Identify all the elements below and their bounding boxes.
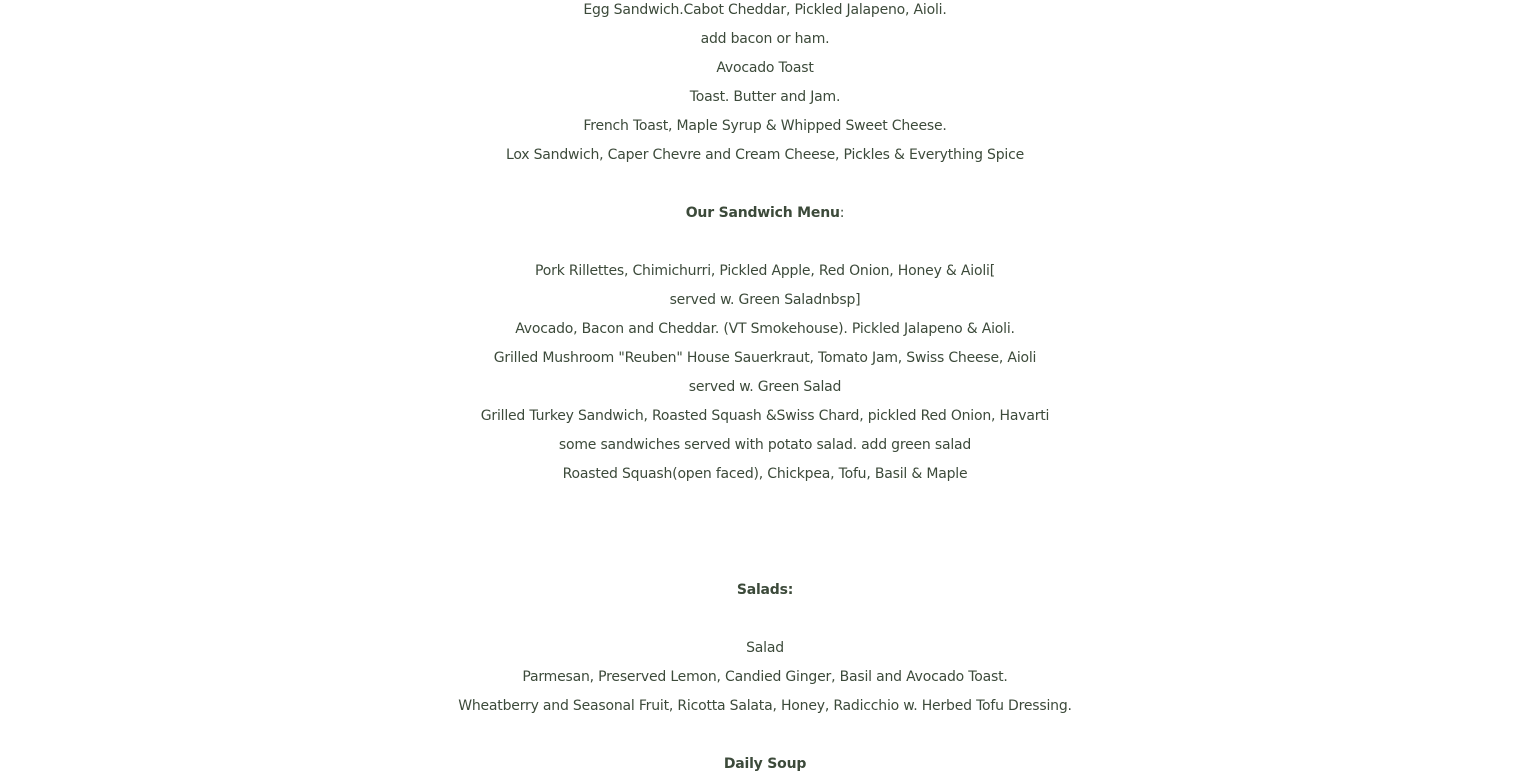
salads-heading: Salads: xyxy=(736,582,794,598)
menu-item: Egg Sandwich.Cabot Cheddar, Pickled Jalapeno, Aioli. xyxy=(583,2,947,18)
menu-item: Avocado Toast xyxy=(716,60,814,76)
menu-item: Lox Sandwich, Caper Chevre and Cream Cheese, Pickles & Everything Spice xyxy=(505,147,1025,163)
menu-item: French Toast, Maple Syrup & Whipped Sweet Cheese. xyxy=(583,118,947,134)
menu-item: Salad xyxy=(746,640,784,656)
menu-item: Avocado, Bacon and Cheddar. (VT Smokehouse). Pickled Jalapeno & Aioli. xyxy=(515,321,1015,337)
menu-item: served w. Green Saladnbsp] xyxy=(669,292,861,308)
menu-item: Grilled Turkey Sandwich, Roasted Squash &Swiss Chard, pickled Red Onion, Havarti xyxy=(480,408,1050,424)
sandwich-menu-heading xyxy=(0,203,1530,223)
menu-item: add bacon or ham. xyxy=(700,31,830,47)
sandwich-heading-colon: : xyxy=(839,205,845,221)
menu-item: Wheatberry and Seasonal Fruit, Ricotta Salata, Honey, Radicchio w. Herbed Tofu Dressing. xyxy=(458,698,1072,714)
menu-item: Parmesan, Preserved Lemon, Candied Ginger, Basil and Avocado Toast. xyxy=(522,669,1008,685)
sandwich-heading-text: Our Sandwich Menu xyxy=(685,205,840,221)
menu-item: Toast. Butter and Jam. xyxy=(689,89,841,105)
menu-item: Pork Rillettes, Chimichurri, Pickled Apple, Red Onion, Honey & Aioli[ xyxy=(535,263,995,279)
menu-item: some sandwiches served with potato salad. add green salad xyxy=(558,437,972,453)
menu-item: Grilled Mushroom "Reuben" House Sauerkraut, Tomato Jam, Swiss Cheese, Aioli xyxy=(493,350,1037,366)
daily-soup-heading: Daily Soup xyxy=(723,756,807,772)
menu-item: Roasted Squash(open faced), Chickpea, Tofu, Basil & Maple xyxy=(562,466,968,482)
menu-item: served w. Green Salad xyxy=(688,379,842,395)
